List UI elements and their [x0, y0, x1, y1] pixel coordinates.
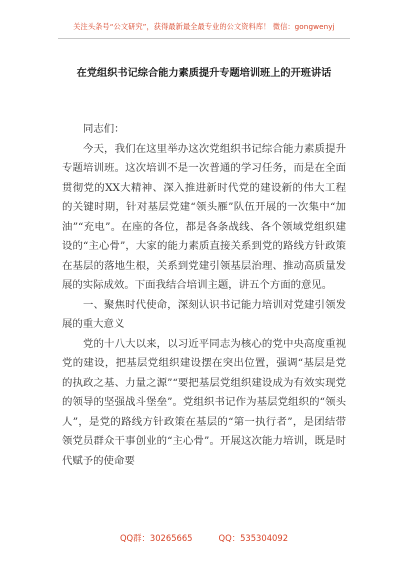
document-body: [62, 120, 346, 471]
footer-contact: [0, 532, 408, 544]
document-title: 在党组织书记综合能力素质提升专题培训班上的开班讲话: [76, 68, 332, 79]
body-paragraph: 党的十八大以来，以习近平同志为核心的党中央高度重视党的建设，把基层党组织建设摆在突出位置，强调“基层是党的执政之基、力量之源”“要把基层党组织建设成为有效实现党的领导的坚强战斗堡垒”。党组织书记作为基层党组织的“领头人”，是党的路线方针政策在基层的“第一执行者”，是团结带领党员群众干事创业的“主心骨”。开展这次能力培训，既是时代赋予的使命要: [62, 337, 346, 467]
section-heading: 一、聚焦时代使命，深刻认识书记能力培训对党建引领发展的重大意义: [62, 298, 346, 330]
footer-qq-group: QQ群：30265665: [119, 533, 193, 543]
salutation: 同志们：: [83, 123, 125, 135]
body-paragraph: 今天，我们在这里举办这次党组织书记综合能力素质提升专题培训班。这次培训不是一次普通的学习任务，而是在全面贯彻党的XX大精神、深入推进新时代党的建设新的伟大工程的关键时期，针对基层党建“领头雁”队伍开展的一次集中“加油”“充电”。在座的各位，都是各条战线、各个领域党组织建设的“主心骨”，大家的能力素质直接关系到党的路线方针政策在基层的落地生根，关系到党建引领基层治理、推动高质量发展的实际成效。下面我结合培训主题，讲五个方面的意见。: [62, 142, 346, 291]
header-divider: [58, 38, 350, 39]
header-banner: 关注头条号“公文研究”，获得最新最全最专业的公文资料库！ 微信：gongwenyj: [73, 22, 335, 31]
footer-qq-number: QQ：535304092: [218, 533, 289, 543]
